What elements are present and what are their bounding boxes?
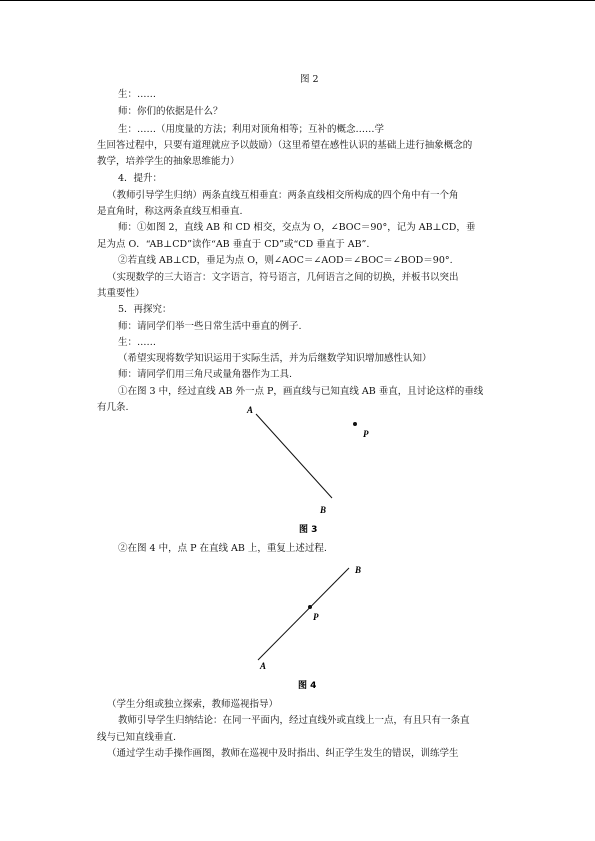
text-line: 教师引导学生归纳结论：在同一平面内，经过直线外或直线上一点，有且只有一条直: [118, 715, 470, 726]
figure-4-label-p: P: [313, 612, 319, 622]
text-line: 有几条.: [97, 402, 129, 413]
text-line: （通过学生动手操作画图，教师在巡视中及时指出、纠正学生发生的错误，训练学生: [107, 748, 459, 759]
text-line: 生回答过程中，只要有道理就应予以鼓励）（这里希望在感性认识的基础上进行抽象概念的: [97, 140, 473, 151]
figure-3-label-b: B: [320, 505, 327, 515]
text-line: 师：请同学们用三角尺或量角器作为工具.: [118, 369, 293, 380]
text-line: 足为点 O．“AB⊥CD”读作“AB 垂直于 CD”或“CD 垂直于 AB”.: [97, 239, 370, 250]
text-line: （实现数学的三大语言：文字语言，符号语言，几何语言之间的切换，并板书以突出: [107, 272, 459, 283]
figure-4-line-ab: [258, 568, 349, 660]
figure-3-label-p: P: [363, 429, 369, 439]
figure-4-point-p: [308, 605, 312, 609]
text-line: 师：①如图 2，直线 AB 和 CD 相交，交点为 O，∠BOC＝90°，记为 AB⊥CD，垂: [118, 222, 476, 233]
text-line: 生：……（用度量的方法；利用对顶角相等；互补的概念……学: [118, 124, 385, 135]
text-line: 其重要性）: [97, 288, 145, 299]
figure-3-caption: 图 3: [299, 525, 318, 535]
text-line: 生：……: [118, 337, 157, 348]
text-line: （希望实现将数学知识运用于实际生活，并为后继数学知识增加感性认知）: [118, 353, 432, 364]
text-line: ②若直线 AB⊥CD，垂足为点 O，则∠AOC＝∠AOD＝∠BOC＝∠BOD＝90°.: [118, 255, 453, 266]
text-line: 线与已知直线垂直.: [97, 732, 177, 743]
text-line: 教学，培养学生的抽象思维能力）: [97, 156, 240, 167]
figure-3-label-a: A: [247, 405, 254, 415]
text-line: 4．提升：: [118, 173, 163, 184]
text-line: 5．再探究：: [118, 304, 172, 315]
text-line: 师：请同学们举一些日常生活中垂直的例子.: [118, 321, 302, 332]
text-line: 生：……: [118, 89, 157, 100]
text-line: ②在图 4 中，点 P 在直线 AB 上，重复上述过程.: [118, 543, 327, 554]
figure-2-caption: 图 2: [300, 74, 319, 85]
figure-4-caption: 图 4: [298, 681, 317, 691]
text-line: （学生分组或独立探索，教师巡视指导）: [107, 699, 279, 710]
text-line: ①在图 3 中，经过直线 AB 外一点 P，画直线与已知直线 AB 垂直，且讨论这样的垂线: [118, 386, 484, 397]
figure-4-label-b: B: [355, 565, 362, 575]
text-line: 师：你们的依据是什么？: [118, 106, 223, 117]
text-line: 是直角时，称这两条直线互相垂直.: [97, 206, 243, 217]
text-line: （教师引导学生归纳）两条直线互相垂直：两条直线相交所构成的四个角中有一个角: [107, 190, 459, 201]
figure-4-label-a: A: [260, 661, 267, 671]
